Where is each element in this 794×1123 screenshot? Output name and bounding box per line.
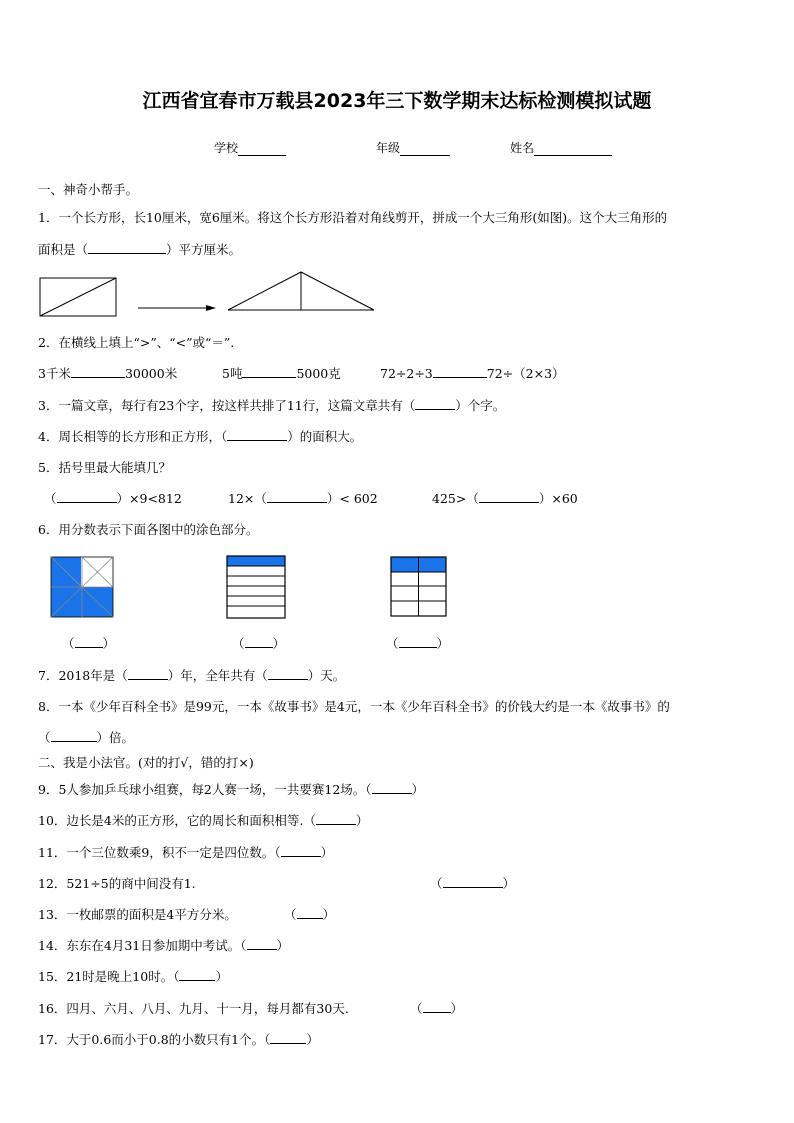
section1-heading: 一、神奇小帮手。	[38, 182, 139, 197]
q1-figure	[38, 270, 378, 320]
q2-item-2: 5吨 5000克	[222, 366, 341, 381]
section2-heading: 二、我是小法官。(对的打√，错的打×)	[38, 755, 254, 770]
q16: 16．四月、六月、八月、九月、十一月，每月都有30天.	[38, 1001, 349, 1016]
q4: 4．周长相等的长方形和正方形，（ ）的面积大。	[38, 429, 363, 444]
q12: 12．521÷5的商中间没有1.	[38, 876, 196, 891]
arrow-head-icon	[206, 305, 216, 311]
q2-blank-1[interactable]	[71, 366, 125, 378]
q2-item-1: 3千米 30000米	[38, 366, 178, 381]
q12-answer: （ ）	[430, 876, 516, 891]
q2-item-3: 72÷2÷3 72÷（2×3）	[380, 366, 565, 381]
q6-prompt: 6．用分数表示下面各图中的涂色部分。	[38, 522, 259, 537]
q13: 13．一枚邮票的面积是4平方分米。	[38, 907, 237, 922]
q5-item-2: 12×（ ）< 602	[228, 491, 378, 506]
grade-field	[376, 139, 450, 156]
q2-blank-3[interactable]	[433, 366, 487, 378]
school-blank[interactable]	[238, 143, 286, 156]
q3-blank[interactable]	[415, 398, 455, 410]
q13-answer: （ ）	[284, 907, 336, 922]
school-label: 学校	[214, 141, 239, 155]
q6-figure-2	[226, 555, 288, 619]
q8-line2: （ ）倍。	[38, 730, 135, 745]
q6-answer-3: （ ）	[386, 636, 450, 651]
name-field	[510, 139, 612, 156]
q14: 14．东东在4月31日参加期中考试。（ ）	[38, 938, 290, 953]
q4-blank[interactable]	[227, 429, 287, 441]
q9: 9．5人参加乒乓球小组赛，每2人赛一场，一共要赛12场。（ ）	[38, 782, 425, 797]
q8-blank[interactable]	[51, 730, 97, 742]
q1-blank[interactable]	[88, 242, 166, 254]
q2-blank-2[interactable]	[242, 366, 296, 378]
page-title: 江西省宜春市万载县2023年三下数学期末达标检测模拟试题	[142, 90, 652, 112]
q5-prompt: 5．括号里最大能填几？	[38, 460, 171, 475]
name-label: 姓名	[510, 141, 535, 155]
diagonal-line	[40, 278, 116, 316]
q6-answer-1: （ ）	[62, 636, 116, 651]
q5-blank-3[interactable]	[479, 491, 539, 503]
grade-blank[interactable]	[400, 143, 450, 156]
q1-line1: 1．一个长方形，长10厘米，宽6厘米。将这个长方形沿着对角线剪开，拼成一个大三角形(如图)。这个大三角形的	[38, 210, 668, 225]
school-field	[214, 139, 286, 156]
q6-answer-2: （ ）	[232, 636, 286, 651]
q5-blank-1[interactable]	[57, 491, 117, 503]
q7-blank-1[interactable]	[128, 668, 168, 680]
q11: 11．一个三位数乘9，积不一定是四位数。（ ）	[38, 845, 334, 860]
q17: 17．大于0.6而小于0.8的小数只有1个。（ ）	[38, 1032, 319, 1047]
q2-prompt: 2．在横线上填上“>”、“<”或“＝”.	[38, 335, 235, 350]
q10: 10．边长是4米的正方形，它的周长和面积相等.（ ）	[38, 813, 369, 828]
name-blank[interactable]	[534, 143, 612, 156]
grade-label: 年级	[376, 141, 401, 155]
q15: 15．21时是晚上10时。（ ）	[38, 969, 228, 984]
q5-item-1: （ ）×9<812	[44, 491, 182, 506]
q5-item-3: 425>（ ）×60	[432, 491, 578, 506]
q5-blank-2[interactable]	[267, 491, 327, 503]
q3: 3．一篇文章，每行有23个字，按这样共排了11行，这篇文章共有（ ）个字。	[38, 398, 506, 413]
q6-figure-1	[50, 556, 114, 618]
q8-line1: 8．一本《少年百科全书》是99元，一本《故事书》是4元，一本《少年百科全书》的价钱大约是一本《故事书》的	[38, 699, 670, 714]
q16-answer: （ ）	[410, 1001, 464, 1016]
q6-figure-3	[390, 556, 448, 618]
q1-line2: 面积是（ ）平方厘米。	[38, 242, 242, 257]
q7: 7．2018年是（ ）年，全年共有（ ）天。	[38, 668, 346, 683]
q7-blank-2[interactable]	[268, 668, 308, 680]
